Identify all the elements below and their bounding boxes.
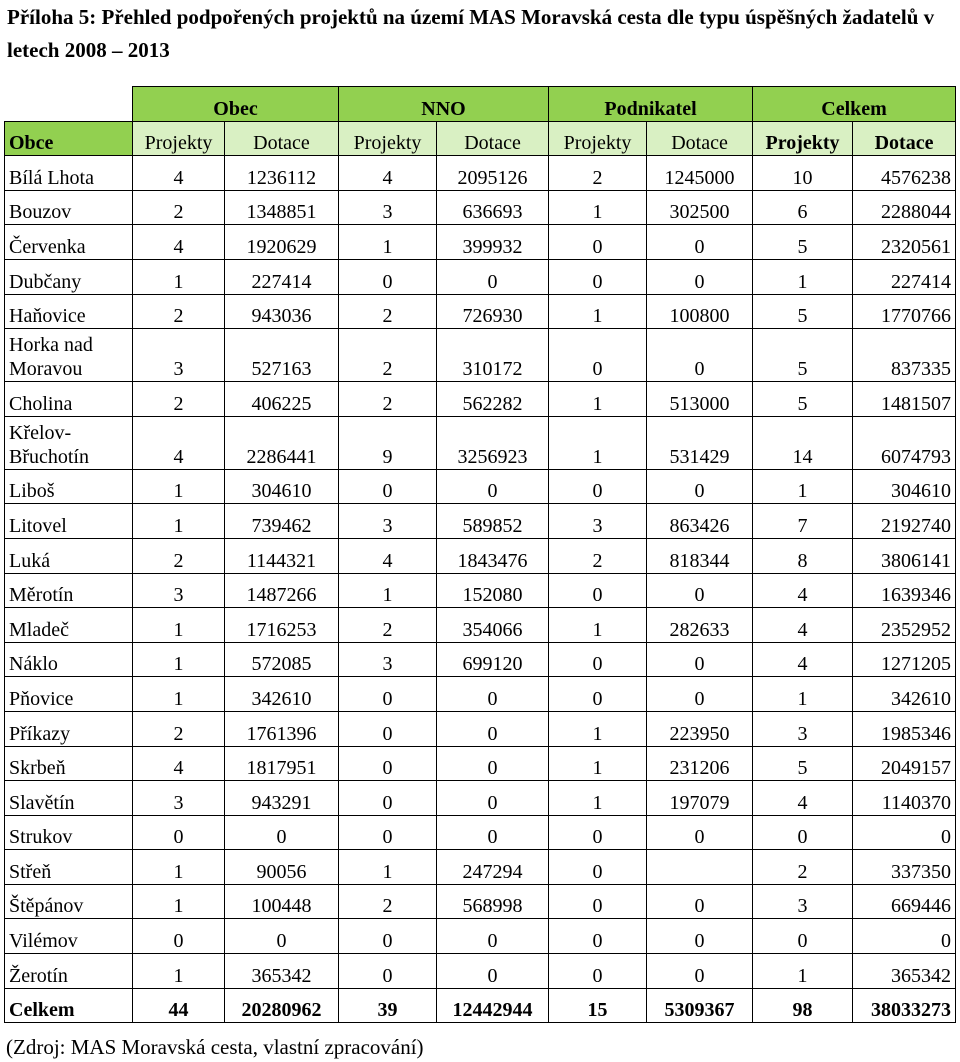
cell-obec-projekty: 1 bbox=[133, 850, 225, 885]
cell-nno-projekty: 39 bbox=[339, 988, 437, 1023]
cell-celkem-projekty: 4 bbox=[753, 573, 853, 608]
cell-celkem-projekty: 1 bbox=[753, 259, 853, 294]
cell-nno-dotace: 310172 bbox=[437, 329, 549, 382]
municipality-name: Křelov- Břuchotín bbox=[5, 416, 133, 469]
cell-obec-dotace: 1817951 bbox=[225, 746, 339, 781]
cell-podnikatel-dotace: 197079 bbox=[647, 781, 753, 816]
cell-celkem-projekty: 14 bbox=[753, 416, 853, 469]
cell-obec-projekty: 1 bbox=[133, 469, 225, 504]
cell-obec-projekty: 2 bbox=[133, 294, 225, 329]
cell-podnikatel-dotace: 0 bbox=[647, 642, 753, 677]
cell-obec-projekty: 1 bbox=[133, 608, 225, 643]
cell-nno-dotace: 0 bbox=[437, 919, 549, 954]
municipality-name: Příkazy bbox=[5, 711, 133, 746]
cell-podnikatel-projekty: 1 bbox=[549, 382, 647, 417]
cell-obec-projekty: 1 bbox=[133, 884, 225, 919]
municipality-name: Štěpánov bbox=[5, 884, 133, 919]
cell-podnikatel-projekty: 1 bbox=[549, 608, 647, 643]
table-row bbox=[5, 815, 956, 850]
cell-obec-projekty: 44 bbox=[133, 988, 225, 1023]
cell-podnikatel-dotace: 0 bbox=[647, 815, 753, 850]
cell-obec-dotace: 1236112 bbox=[225, 156, 339, 191]
table-row bbox=[5, 156, 956, 191]
cell-podnikatel-projekty: 0 bbox=[549, 469, 647, 504]
cell-podnikatel-dotace: 513000 bbox=[647, 382, 753, 417]
cell-celkem-projekty: 98 bbox=[753, 988, 853, 1023]
cell-podnikatel-projekty: 1 bbox=[549, 781, 647, 816]
cell-nno-projekty: 3 bbox=[339, 504, 437, 539]
cell-nno-projekty: 0 bbox=[339, 711, 437, 746]
group-header-nno: NNO bbox=[339, 87, 549, 122]
cell-celkem-projekty: 0 bbox=[753, 815, 853, 850]
cell-podnikatel-projekty: 2 bbox=[549, 538, 647, 573]
municipality-name: Haňovice bbox=[5, 294, 133, 329]
cell-celkem-projekty: 6 bbox=[753, 190, 853, 225]
cell-obec-dotace: 1487266 bbox=[225, 573, 339, 608]
cell-podnikatel-dotace: 5309367 bbox=[647, 988, 753, 1023]
cell-nno-projekty: 2 bbox=[339, 884, 437, 919]
cell-podnikatel-projekty: 0 bbox=[549, 954, 647, 989]
cell-nno-dotace: 562282 bbox=[437, 382, 549, 417]
table-row bbox=[5, 225, 956, 260]
cell-podnikatel-projekty: 1 bbox=[549, 294, 647, 329]
cell-celkem-dotace: 227414 bbox=[853, 259, 956, 294]
cell-obec-dotace: 1144321 bbox=[225, 538, 339, 573]
cell-nno-dotace: 354066 bbox=[437, 608, 549, 643]
cell-celkem-dotace: 1770766 bbox=[853, 294, 956, 329]
cell-nno-dotace: 636693 bbox=[437, 190, 549, 225]
cell-podnikatel-dotace: 0 bbox=[647, 469, 753, 504]
cell-obec-projekty: 1 bbox=[133, 677, 225, 712]
cell-nno-projekty: 0 bbox=[339, 469, 437, 504]
cell-obec-dotace: 943036 bbox=[225, 294, 339, 329]
corner-cell bbox=[5, 87, 133, 122]
cell-nno-dotace: 699120 bbox=[437, 642, 549, 677]
cell-podnikatel-dotace: 531429 bbox=[647, 416, 753, 469]
municipality-name: Střeň bbox=[5, 850, 133, 885]
cell-podnikatel-projekty: 0 bbox=[549, 677, 647, 712]
table-row bbox=[5, 469, 956, 504]
cell-celkem-dotace: 4576238 bbox=[853, 156, 956, 191]
cell-podnikatel-projekty: 0 bbox=[549, 815, 647, 850]
municipality-name: Bouzov bbox=[5, 190, 133, 225]
cell-obec-dotace: 739462 bbox=[225, 504, 339, 539]
cell-nno-projekty: 2 bbox=[339, 382, 437, 417]
cell-podnikatel-dotace bbox=[647, 850, 753, 885]
cell-celkem-dotace: 2192740 bbox=[853, 504, 956, 539]
cell-celkem-dotace: 837335 bbox=[853, 329, 956, 382]
cell-celkem-projekty: 0 bbox=[753, 919, 853, 954]
cell-obec-projekty: 2 bbox=[133, 382, 225, 417]
cell-nno-dotace: 2095126 bbox=[437, 156, 549, 191]
cell-podnikatel-dotace: 0 bbox=[647, 259, 753, 294]
cell-obec-projekty: 1 bbox=[133, 504, 225, 539]
cell-celkem-projekty: 5 bbox=[753, 746, 853, 781]
table-row bbox=[5, 850, 956, 885]
cell-podnikatel-dotace: 0 bbox=[647, 573, 753, 608]
cell-nno-projekty: 0 bbox=[339, 954, 437, 989]
cell-celkem-projekty: 5 bbox=[753, 294, 853, 329]
cell-celkem-dotace: 337350 bbox=[853, 850, 956, 885]
cell-celkem-dotace: 2320561 bbox=[853, 225, 956, 260]
municipality-name: Liboš bbox=[5, 469, 133, 504]
cell-celkem-dotace: 1481507 bbox=[853, 382, 956, 417]
subheader-projekty: Projekty bbox=[339, 121, 437, 156]
municipality-name: Měrotín bbox=[5, 573, 133, 608]
cell-obec-dotace: 572085 bbox=[225, 642, 339, 677]
cell-podnikatel-dotace: 282633 bbox=[647, 608, 753, 643]
table-row bbox=[5, 259, 956, 294]
cell-celkem-dotace: 1639346 bbox=[853, 573, 956, 608]
cell-nno-projekty: 3 bbox=[339, 642, 437, 677]
cell-celkem-projekty: 1 bbox=[753, 677, 853, 712]
cell-obec-dotace: 0 bbox=[225, 919, 339, 954]
cell-podnikatel-projekty: 1 bbox=[549, 711, 647, 746]
subheader-dotace: Dotace bbox=[853, 121, 956, 156]
cell-podnikatel-projekty: 0 bbox=[549, 884, 647, 919]
cell-obec-projekty: 3 bbox=[133, 781, 225, 816]
cell-obec-dotace: 100448 bbox=[225, 884, 339, 919]
cell-nno-projekty: 1 bbox=[339, 573, 437, 608]
cell-podnikatel-projekty: 0 bbox=[549, 259, 647, 294]
cell-obec-dotace: 0 bbox=[225, 815, 339, 850]
cell-podnikatel-dotace: 302500 bbox=[647, 190, 753, 225]
cell-nno-dotace: 726930 bbox=[437, 294, 549, 329]
group-header-row bbox=[5, 87, 956, 122]
cell-obec-projekty: 2 bbox=[133, 538, 225, 573]
cell-celkem-projekty: 3 bbox=[753, 711, 853, 746]
municipality-name: Pňovice bbox=[5, 677, 133, 712]
cell-obec-dotace: 90056 bbox=[225, 850, 339, 885]
cell-podnikatel-dotace: 0 bbox=[647, 919, 753, 954]
cell-celkem-dotace: 3806141 bbox=[853, 538, 956, 573]
municipality-name: Luká bbox=[5, 538, 133, 573]
cell-podnikatel-projekty: 1 bbox=[549, 746, 647, 781]
cell-podnikatel-projekty: 0 bbox=[549, 642, 647, 677]
cell-celkem-projekty: 4 bbox=[753, 642, 853, 677]
group-header-celkem: Celkem bbox=[753, 87, 956, 122]
cell-podnikatel-dotace: 863426 bbox=[647, 504, 753, 539]
total-label: Celkem bbox=[5, 988, 133, 1023]
cell-podnikatel-dotace: 818344 bbox=[647, 538, 753, 573]
table-row bbox=[5, 919, 956, 954]
municipality-name: Žerotín bbox=[5, 954, 133, 989]
cell-podnikatel-dotace: 0 bbox=[647, 677, 753, 712]
cell-obec-dotace: 1716253 bbox=[225, 608, 339, 643]
cell-celkem-projekty: 7 bbox=[753, 504, 853, 539]
cell-obec-dotace: 2286441 bbox=[225, 416, 339, 469]
table-row bbox=[5, 711, 956, 746]
cell-podnikatel-dotace: 0 bbox=[647, 954, 753, 989]
cell-podnikatel-projekty: 0 bbox=[549, 225, 647, 260]
cell-nno-dotace: 0 bbox=[437, 781, 549, 816]
cell-nno-projekty: 4 bbox=[339, 156, 437, 191]
projects-table bbox=[4, 86, 956, 1023]
cell-obec-projekty: 4 bbox=[133, 156, 225, 191]
cell-nno-projekty: 0 bbox=[339, 815, 437, 850]
subheader-projekty: Projekty bbox=[753, 121, 853, 156]
cell-podnikatel-projekty: 0 bbox=[549, 850, 647, 885]
table-row bbox=[5, 504, 956, 539]
cell-obec-projekty: 3 bbox=[133, 329, 225, 382]
cell-nno-dotace: 3256923 bbox=[437, 416, 549, 469]
group-header-podnikatel: Podnikatel bbox=[549, 87, 753, 122]
municipality-name: Náklo bbox=[5, 642, 133, 677]
subheader-projekty: Projekty bbox=[549, 121, 647, 156]
table-row bbox=[5, 294, 956, 329]
cell-celkem-projekty: 5 bbox=[753, 329, 853, 382]
table-row bbox=[5, 781, 956, 816]
cell-nno-projekty: 0 bbox=[339, 919, 437, 954]
table-row bbox=[5, 608, 956, 643]
cell-celkem-projekty: 8 bbox=[753, 538, 853, 573]
cell-podnikatel-projekty: 0 bbox=[549, 919, 647, 954]
cell-celkem-dotace: 1271205 bbox=[853, 642, 956, 677]
subheader-row bbox=[5, 121, 956, 156]
cell-obec-dotace: 1761396 bbox=[225, 711, 339, 746]
cell-celkem-dotace: 1140370 bbox=[853, 781, 956, 816]
cell-celkem-projekty: 1 bbox=[753, 469, 853, 504]
subheader-dotace: Dotace bbox=[437, 121, 549, 156]
cell-nno-projekty: 0 bbox=[339, 259, 437, 294]
municipality-name: Slavětín bbox=[5, 781, 133, 816]
municipality-name: Dubčany bbox=[5, 259, 133, 294]
cell-obec-dotace: 1920629 bbox=[225, 225, 339, 260]
cell-obec-dotace: 943291 bbox=[225, 781, 339, 816]
cell-obec-projekty: 4 bbox=[133, 416, 225, 469]
source-note: (Zdroj: MAS Moravská cesta, vlastní zpracování) bbox=[6, 1035, 424, 1059]
cell-obec-dotace: 342610 bbox=[225, 677, 339, 712]
cell-nno-dotace: 0 bbox=[437, 469, 549, 504]
cell-obec-projekty: 3 bbox=[133, 573, 225, 608]
cell-nno-dotace: 589852 bbox=[437, 504, 549, 539]
cell-obec-projekty: 2 bbox=[133, 190, 225, 225]
cell-celkem-dotace: 304610 bbox=[853, 469, 956, 504]
table-row bbox=[5, 416, 956, 469]
cell-podnikatel-projekty: 1 bbox=[549, 416, 647, 469]
cell-nno-projekty: 2 bbox=[339, 608, 437, 643]
cell-obec-projekty: 1 bbox=[133, 642, 225, 677]
cell-obec-dotace: 527163 bbox=[225, 329, 339, 382]
cell-nno-dotace: 0 bbox=[437, 954, 549, 989]
table-row bbox=[5, 677, 956, 712]
cell-nno-dotace: 568998 bbox=[437, 884, 549, 919]
cell-nno-projekty: 2 bbox=[339, 329, 437, 382]
municipality-name: Litovel bbox=[5, 504, 133, 539]
row-header-obce: Obce bbox=[5, 121, 133, 156]
cell-celkem-dotace: 2352952 bbox=[853, 608, 956, 643]
cell-nno-projekty: 0 bbox=[339, 677, 437, 712]
cell-nno-dotace: 1843476 bbox=[437, 538, 549, 573]
table-row bbox=[5, 329, 956, 382]
cell-nno-dotace: 0 bbox=[437, 746, 549, 781]
cell-nno-dotace: 0 bbox=[437, 711, 549, 746]
cell-celkem-projekty: 10 bbox=[753, 156, 853, 191]
cell-nno-dotace: 399932 bbox=[437, 225, 549, 260]
cell-podnikatel-dotace: 0 bbox=[647, 884, 753, 919]
cell-nno-dotace: 152080 bbox=[437, 573, 549, 608]
cell-celkem-dotace: 38033273 bbox=[853, 988, 956, 1023]
cell-celkem-projekty: 5 bbox=[753, 225, 853, 260]
cell-obec-projekty: 4 bbox=[133, 746, 225, 781]
cell-obec-dotace: 365342 bbox=[225, 954, 339, 989]
cell-celkem-dotace: 342610 bbox=[853, 677, 956, 712]
cell-obec-projekty: 1 bbox=[133, 954, 225, 989]
cell-obec-projekty: 4 bbox=[133, 225, 225, 260]
cell-nno-projekty: 3 bbox=[339, 190, 437, 225]
cell-podnikatel-projekty: 0 bbox=[549, 573, 647, 608]
cell-nno-projekty: 0 bbox=[339, 781, 437, 816]
cell-nno-projekty: 4 bbox=[339, 538, 437, 573]
table-row bbox=[5, 642, 956, 677]
municipality-name: Strukov bbox=[5, 815, 133, 850]
cell-obec-projekty: 0 bbox=[133, 919, 225, 954]
cell-podnikatel-dotace: 0 bbox=[647, 225, 753, 260]
cell-celkem-dotace: 365342 bbox=[853, 954, 956, 989]
cell-podnikatel-dotace: 100800 bbox=[647, 294, 753, 329]
cell-nno-dotace: 12442944 bbox=[437, 988, 549, 1023]
cell-nno-projekty: 0 bbox=[339, 746, 437, 781]
table-row bbox=[5, 954, 956, 989]
cell-celkem-projekty: 1 bbox=[753, 954, 853, 989]
cell-obec-projekty: 1 bbox=[133, 259, 225, 294]
cell-nno-projekty: 2 bbox=[339, 294, 437, 329]
cell-celkem-dotace: 0 bbox=[853, 919, 956, 954]
cell-celkem-dotace: 669446 bbox=[853, 884, 956, 919]
table-body bbox=[5, 156, 956, 1023]
table-row bbox=[5, 573, 956, 608]
cell-nno-dotace: 0 bbox=[437, 259, 549, 294]
cell-obec-projekty: 0 bbox=[133, 815, 225, 850]
cell-podnikatel-dotace: 231206 bbox=[647, 746, 753, 781]
cell-obec-projekty: 2 bbox=[133, 711, 225, 746]
table-row bbox=[5, 538, 956, 573]
cell-nno-projekty: 1 bbox=[339, 225, 437, 260]
cell-celkem-projekty: 5 bbox=[753, 382, 853, 417]
cell-obec-dotace: 304610 bbox=[225, 469, 339, 504]
cell-obec-dotace: 20280962 bbox=[225, 988, 339, 1023]
subheader-projekty: Projekty bbox=[133, 121, 225, 156]
total-row bbox=[5, 988, 956, 1023]
cell-celkem-dotace: 1985346 bbox=[853, 711, 956, 746]
cell-celkem-projekty: 3 bbox=[753, 884, 853, 919]
cell-celkem-projekty: 2 bbox=[753, 850, 853, 885]
cell-podnikatel-projekty: 2 bbox=[549, 156, 647, 191]
table-row bbox=[5, 884, 956, 919]
municipality-name: Červenka bbox=[5, 225, 133, 260]
cell-podnikatel-dotace: 1245000 bbox=[647, 156, 753, 191]
table-row bbox=[5, 382, 956, 417]
cell-nno-projekty: 9 bbox=[339, 416, 437, 469]
cell-obec-dotace: 406225 bbox=[225, 382, 339, 417]
cell-celkem-dotace: 6074793 bbox=[853, 416, 956, 469]
subheader-dotace: Dotace bbox=[225, 121, 339, 156]
cell-celkem-projekty: 4 bbox=[753, 781, 853, 816]
municipality-name: Cholina bbox=[5, 382, 133, 417]
document-title: Příloha 5: Přehled podpořených projektů na území MAS Moravská cesta dle typu úspěšných žadatelů v letech 2008 – 2013 bbox=[7, 5, 935, 62]
cell-nno-dotace: 0 bbox=[437, 677, 549, 712]
municipality-name: Vilémov bbox=[5, 919, 133, 954]
municipality-name: Bílá Lhota bbox=[5, 156, 133, 191]
cell-celkem-dotace: 2049157 bbox=[853, 746, 956, 781]
cell-celkem-dotace: 0 bbox=[853, 815, 956, 850]
cell-obec-dotace: 227414 bbox=[225, 259, 339, 294]
cell-nno-dotace: 247294 bbox=[437, 850, 549, 885]
cell-podnikatel-dotace: 0 bbox=[647, 329, 753, 382]
cell-podnikatel-projekty: 1 bbox=[549, 190, 647, 225]
cell-nno-dotace: 0 bbox=[437, 815, 549, 850]
cell-obec-dotace: 1348851 bbox=[225, 190, 339, 225]
subheader-dotace: Dotace bbox=[647, 121, 753, 156]
table-row bbox=[5, 746, 956, 781]
cell-celkem-dotace: 2288044 bbox=[853, 190, 956, 225]
table-row bbox=[5, 190, 956, 225]
cell-nno-projekty: 1 bbox=[339, 850, 437, 885]
cell-podnikatel-dotace: 223950 bbox=[647, 711, 753, 746]
cell-podnikatel-projekty: 3 bbox=[549, 504, 647, 539]
municipality-name: Horka nad Moravou bbox=[5, 329, 133, 382]
cell-podnikatel-projekty: 0 bbox=[549, 329, 647, 382]
cell-celkem-projekty: 4 bbox=[753, 608, 853, 643]
group-header-obec: Obec bbox=[133, 87, 339, 122]
cell-podnikatel-projekty: 15 bbox=[549, 988, 647, 1023]
municipality-name: Mladeč bbox=[5, 608, 133, 643]
municipality-name: Skrbeň bbox=[5, 746, 133, 781]
